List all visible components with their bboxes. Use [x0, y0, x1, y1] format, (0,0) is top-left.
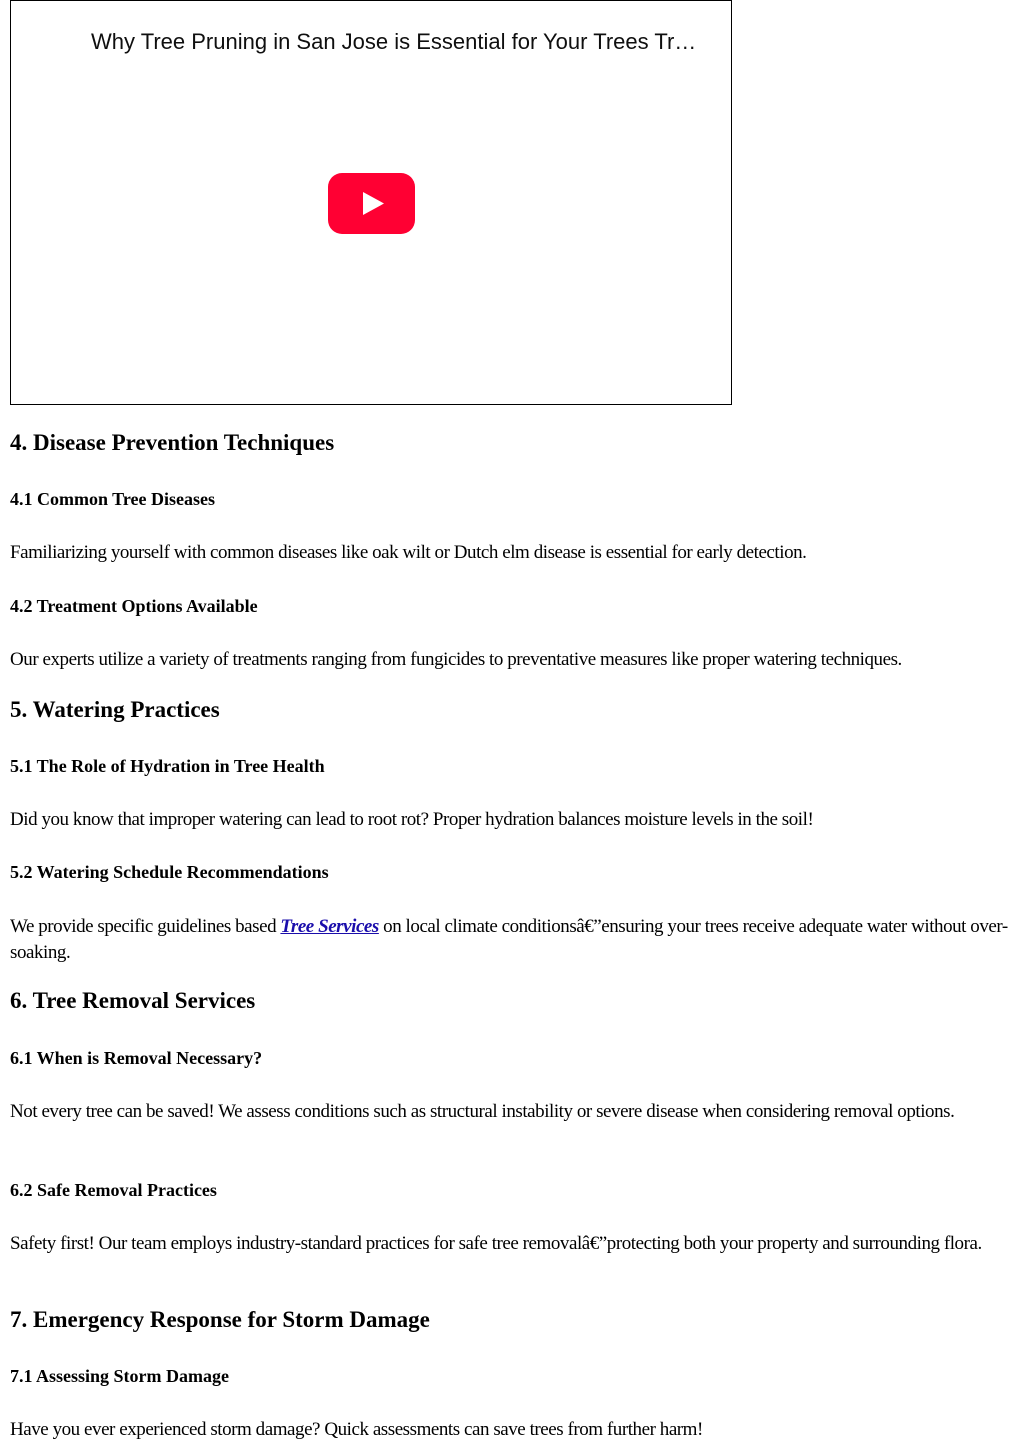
article-content [10, 0, 1016, 1440]
section-heading-emergency-response: 7. Emergency Response for Storm Damage [10, 1307, 430, 1332]
paragraph-when-removal-necessary: Not every tree can be saved! We assess conditions such as structural instability or severe disease when considering removal options. [10, 1101, 955, 1122]
paragraph-role-of-hydration: Did you know that improper watering can lead to root rot? Proper hydration balances moisture levels in the soil! [10, 809, 814, 830]
paragraph-common-tree-diseases: Familiarizing yourself with common diseases like oak wilt or Dutch elm disease is essential for early detection. [10, 542, 807, 563]
subheading-safe-removal: 6.2 Safe Removal Practices [10, 1180, 217, 1200]
paragraph-text-before-link: We provide specific guidelines based [10, 916, 281, 937]
subheading-treatment-options: 4.2 Treatment Options Available [10, 596, 258, 616]
paragraph-watering-schedule [10, 914, 1016, 966]
paragraph-treatment-options: Our experts utilize a variety of treatments ranging from fungicides to preventative measures like proper watering techniques. [10, 649, 902, 670]
embedded-video[interactable] [10, 0, 732, 405]
subheading-when-removal-necessary: 6.1 When is Removal Necessary? [10, 1048, 263, 1068]
youtube-play-button[interactable] [328, 173, 415, 234]
paragraph-text-after-link: on local climate conditionsâ€”ensuring your trees receive adequate water without over-soaking. [10, 916, 1008, 963]
section-heading-watering-practices: 5. Watering Practices [10, 697, 220, 722]
subheading-role-of-hydration: 5.1 The Role of Hydration in Tree Health [10, 756, 325, 776]
section-heading-disease-prevention: 4. Disease Prevention Techniques [10, 430, 335, 455]
section-heading-tree-removal: 6. Tree Removal Services [10, 988, 256, 1013]
subheading-watering-schedule: 5.2 Watering Schedule Recommendations [10, 862, 329, 882]
paragraph-assessing-storm-damage: Have you ever experienced storm damage? Quick assessments can save trees from further harm! [10, 1419, 703, 1440]
subheading-common-tree-diseases: 4.1 Common Tree Diseases [10, 489, 215, 509]
tree-services-link[interactable]: Tree Services [280, 916, 379, 937]
subheading-assessing-storm-damage: 7.1 Assessing Storm Damage [10, 1366, 229, 1386]
video-title[interactable]: Why Tree Pruning in San Jose is Essential for Your Trees Tr… [91, 29, 697, 54]
play-icon [328, 173, 415, 234]
paragraph-safe-removal: Safety first! Our team employs industry-standard practices for safe tree removalâ€”protecting both your property and surrounding flora. [10, 1233, 982, 1254]
